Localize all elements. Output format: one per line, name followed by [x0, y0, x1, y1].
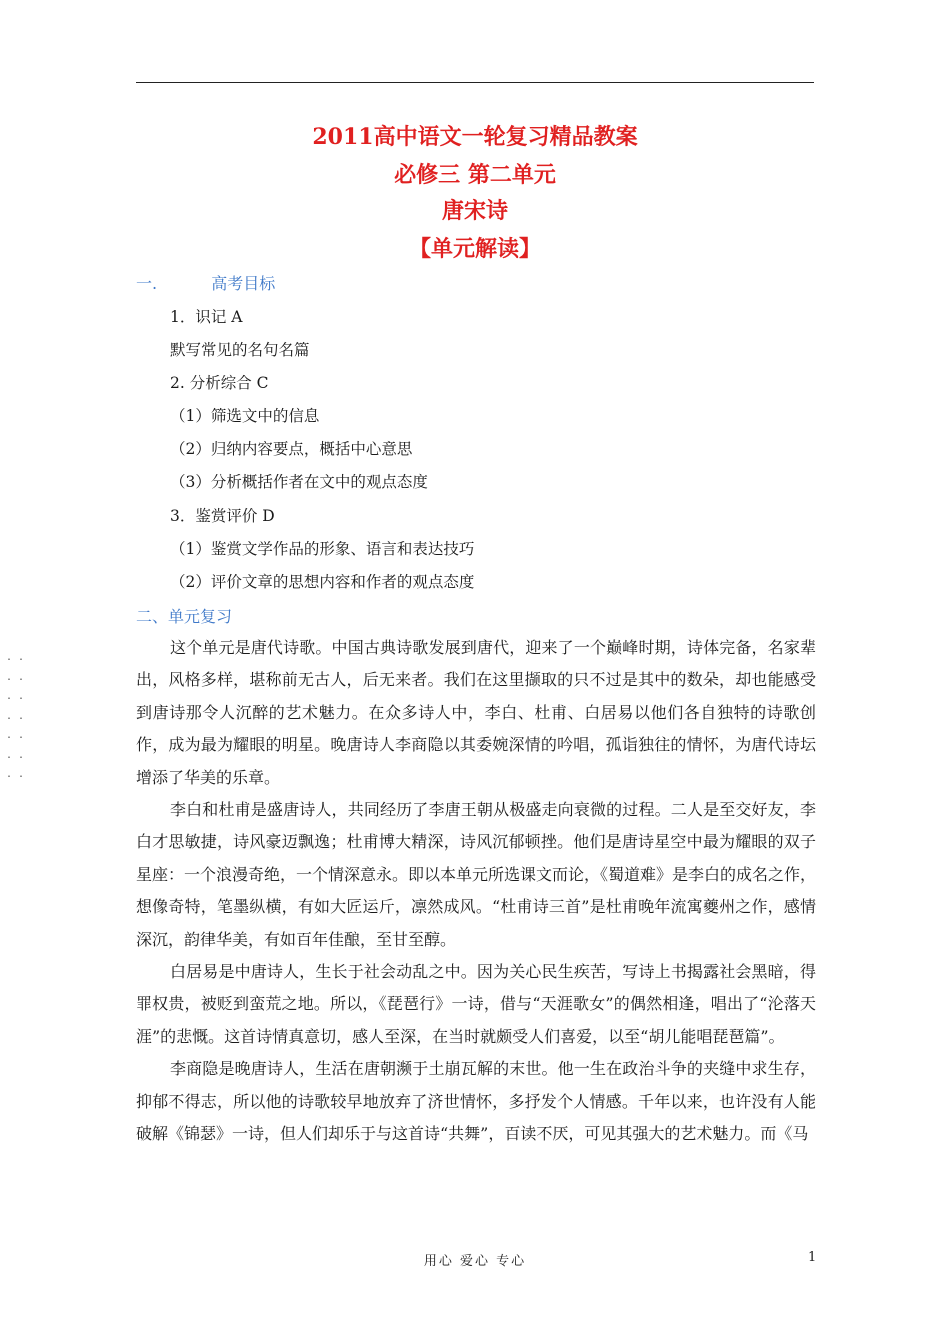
- objective-item: （1）鉴赏文学作品的形象、语言和表达技巧: [170, 540, 475, 558]
- paragraph: 白居易是中唐诗人，生长于社会动乱之中。因为关心民生疾苦，写诗上书揭露社会黑暗，得罪权贵，被贬到蛮荒之地。所以，《琵琶行》一诗，借与“天涯歌女”的偶然相逢，唱出了“沦落天涯”的悲慨。这首诗情真意切，感人至深，在当时就颇受人们喜爱，以至“胡儿能唱琵琶篇”。: [136, 962, 816, 1046]
- doc-subtitle: 必修三 第二单元: [394, 162, 556, 188]
- doc-title: 2011高中语文一轮复习精品教案: [312, 124, 638, 150]
- section-1-label: 高考目标: [211, 274, 276, 293]
- objective-item: （3）分析概括作者在文中的观点态度: [170, 473, 428, 491]
- paragraph: 李商隐是晚唐诗人，生活在唐朝濒于土崩瓦解的末世。他一生在政治斗争的夹缝中求生存，抑郁不得志，所以他的诗歌较早地放弃了济世情怀，多抒发个人情感。千年以来，也许没有人能破解《锦瑟》一诗，但人们却乐于与这首诗“共舞”，百读不厌，可见其强大的艺术魅力。而《马: [136, 1059, 816, 1144]
- unit-review-body: [136, 632, 816, 1151]
- section-2-heading: 二、单元复习: [136, 607, 233, 626]
- section-1-number: 一.: [136, 274, 158, 293]
- objective-item: （2）评价文章的思想内容和作者的观点态度: [170, 573, 475, 591]
- section-1-heading: [136, 271, 275, 294]
- unit-reading-heading: 【单元解读】: [408, 236, 541, 262]
- margin-marks: . . . . . . . . . . . . . .: [6, 652, 25, 780]
- title-block: [136, 118, 814, 268]
- objective-item: 1．识记 A: [170, 308, 243, 326]
- header-rule: [136, 82, 814, 83]
- unit-topic: 唐宋诗: [441, 198, 508, 224]
- footer-slogan: 用心 爱心 专心: [423, 1254, 527, 1269]
- objective-item: 3．鉴赏评价 D: [170, 507, 275, 525]
- objective-item: 2. 分析综合 C: [170, 374, 269, 392]
- paragraph: 这个单元是唐代诗歌。中国古典诗歌发展到唐代，迎来了一个巅峰时期，诗体完备，名家辈出，风格多样，堪称前无古人，后无来者。我们在这里撷取的只不过是其中的数朵，却也能感受到唐诗那令人沉醉的艺术魅力。在众多诗人中，李白、杜甫、白居易以他们各自独特的诗歌创作，成为最为耀眼的明星。晚唐诗人李商隐以其委婉深情的吟唱，孤诣独往的情怀，为唐代诗坛增添了华美的乐章。: [136, 638, 816, 787]
- paragraph: 李白和杜甫是盛唐诗人，共同经历了李唐王朝从极盛走向衰微的过程。二人是至交好友，李白才思敏捷，诗风豪迈飘逸；杜甫博大精深，诗风沉郁顿挫。他们是唐诗星空中最为耀眼的双子星座：一个浪漫奇绝，一个情深意永。即以本单元所选课文而论，《蜀道难》是李白的成名之作，想像奇特，笔墨纵横，有如大匠运斤，凛然成风。“杜甫诗三首”是杜甫晚年流寓夔州之作，感情深沉，韵律华美，有如百年佳酿，至甘至醇。: [136, 800, 817, 949]
- objective-item: 默写常见的名句名篇: [170, 341, 310, 359]
- page-number: 1: [808, 1250, 817, 1265]
- objective-item: （2）归纳内容要点，概括中心意思: [170, 440, 413, 458]
- objective-item: （1）筛选文中的信息: [170, 407, 320, 425]
